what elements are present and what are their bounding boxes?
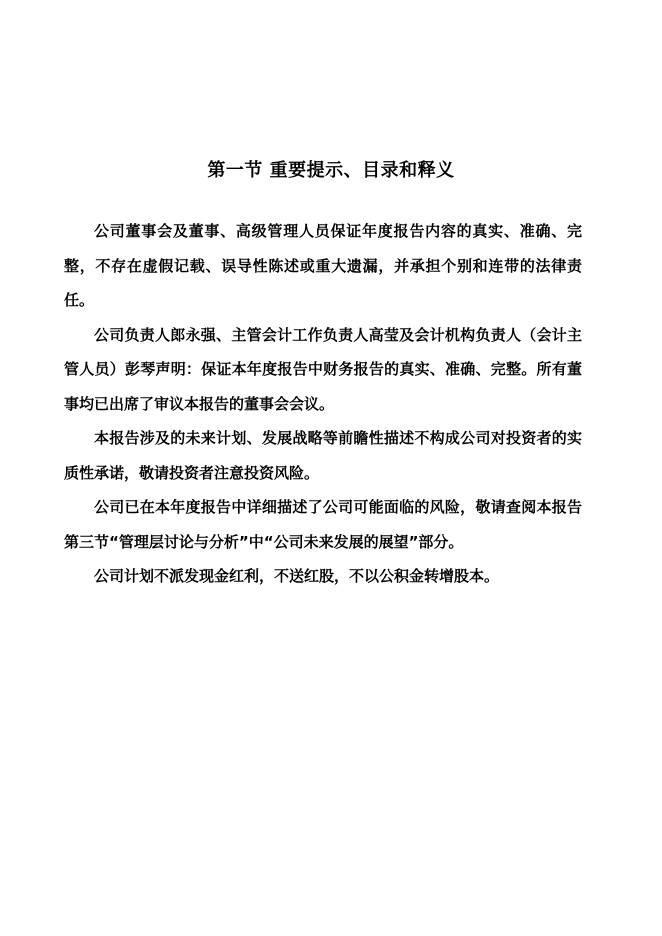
section-title: 第一节 重要提示、目录和释义 [207, 160, 455, 181]
paragraph-forward-looking-disclaimer: 本报告涉及的未来计划、发展战略等前瞻性描述不构成公司对投资者的实质性承诺，敬请投资者注意投资风险。 [64, 429, 582, 482]
paragraph-dividend-plan: 公司计划不派发现金红利，不送红股，不以公积金转增股本。 [94, 567, 500, 585]
paragraph-risk-notice: 公司已在本年度报告中详细描述了公司可能面临的风险，敬请查阅本报告第三节“管理层讨论与分析”中“公司未来发展的展望”部分。 [64, 498, 582, 551]
important-notice-body [64, 214, 582, 594]
paragraph-responsible-persons-statement: 公司负责人郎永强、主管会计工作负责人高莹及会计机构负责人（会计主管人员）彭琴声明：保证本年度报告中财务报告的真实、准确、完整。所有董事均已出席了审议本报告的董事会会议。 [64, 325, 582, 413]
paragraph-director-guarantee: 公司董事会及董事、高级管理人员保证年度报告内容的真实、准确、完整，不存在虚假记载、误导性陈述或重大遗漏，并承担个别和连带的法律责任。 [64, 222, 582, 309]
